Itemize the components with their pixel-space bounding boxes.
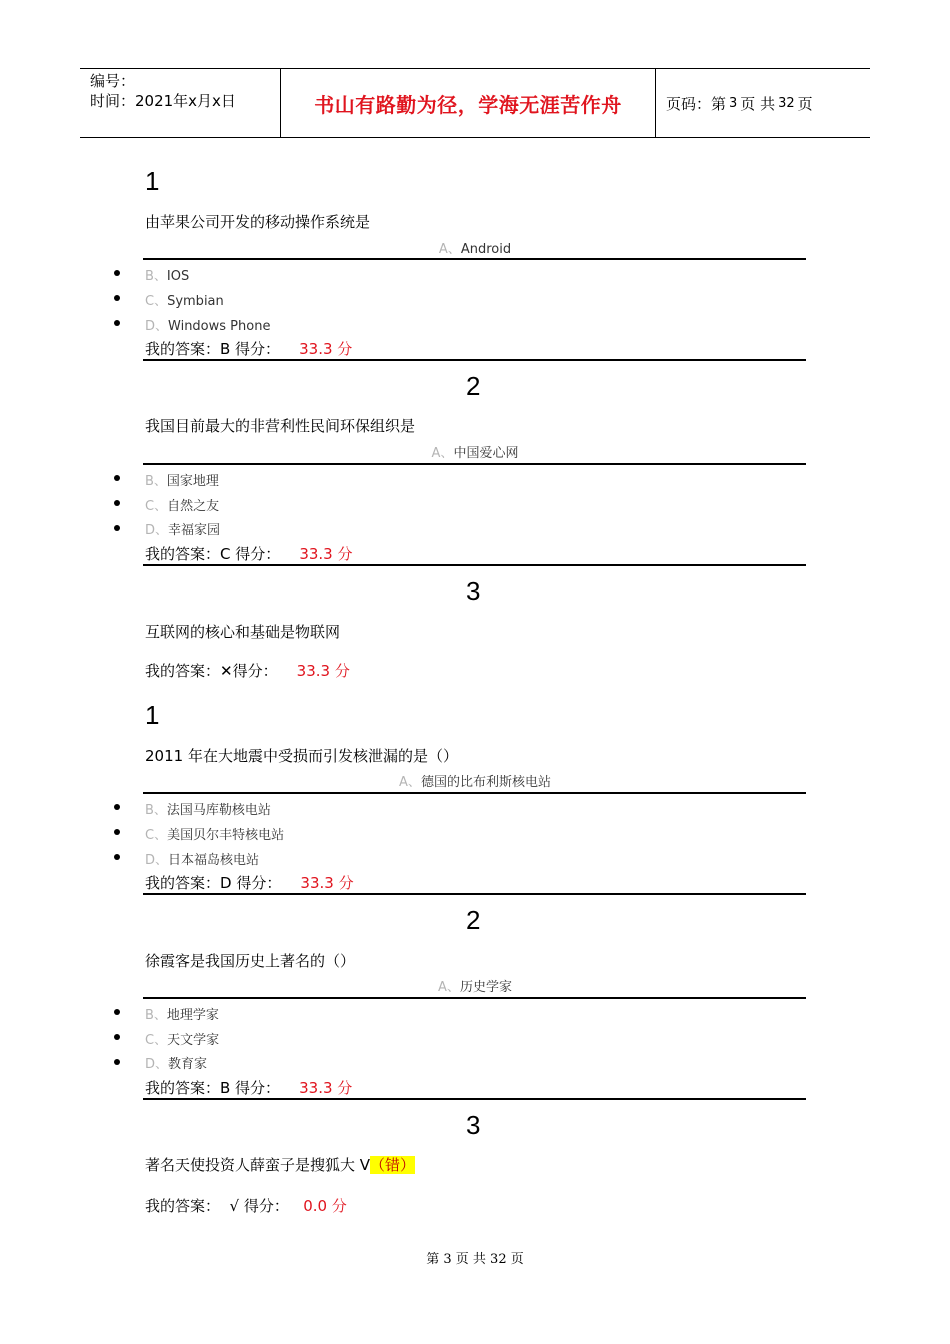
option-text: 国家地理 (166, 474, 219, 489)
option-letter: A、 (438, 980, 460, 995)
score: 33.3 分 (296, 662, 350, 680)
page-header (80, 68, 870, 138)
time-line: 时间：2021年x月x日 (90, 92, 236, 110)
option-letter: B、 (145, 269, 167, 284)
question-text (145, 1154, 415, 1175)
option-text: 日本福岛核电站 (168, 853, 260, 868)
option-c[interactable] (145, 495, 219, 514)
answer-label: 我的答案：B 得分： (145, 340, 281, 358)
question-text: 由苹果公司开发的移动操作系统是 (145, 213, 371, 231)
answer-label: 我的答案：B 得分： (145, 1079, 281, 1097)
page-footer: 第 3 页 共 32 页 (426, 1252, 524, 1267)
option-a[interactable] (0, 771, 950, 790)
my-answer (145, 1195, 347, 1216)
option-text: 法国马库勒核电站 (166, 803, 271, 818)
header-page-info (656, 69, 870, 137)
bullet (114, 1059, 120, 1065)
option-letter: A、 (438, 242, 461, 257)
bullet (114, 1009, 120, 1015)
page-mid: 页 共 (740, 94, 776, 113)
highlight-note: （错） (370, 1156, 416, 1174)
option-b[interactable] (145, 799, 271, 818)
number-label: 编号： (90, 72, 136, 90)
bullet (114, 525, 120, 531)
score: 33.3 分 (299, 340, 353, 358)
option-text: Symbian (167, 294, 224, 309)
option-b[interactable] (145, 470, 219, 489)
option-c[interactable] (145, 290, 224, 309)
divider (143, 792, 806, 794)
answer-label: 我的答案：D 得分： (145, 874, 282, 892)
bullet (114, 295, 120, 301)
divider (143, 893, 806, 895)
option-text: Android (460, 242, 512, 257)
bullet (114, 1034, 120, 1040)
option-text: 自然之友 (167, 499, 220, 514)
my-answer (145, 543, 353, 564)
option-letter: C、 (145, 294, 168, 309)
question-number: 1 (145, 700, 160, 730)
option-letter: D、 (145, 523, 169, 538)
header-motto: 书山有路勤为径，学海无涯苦作舟 (280, 69, 656, 137)
bullet (114, 500, 120, 506)
option-text: 中国爱心网 (453, 446, 519, 461)
option-c[interactable] (145, 1029, 219, 1048)
answer-label: 我的答案：✕得分： (145, 662, 278, 680)
option-d[interactable] (145, 315, 270, 334)
option-letter: A、 (399, 775, 421, 790)
bullet (114, 475, 120, 481)
bullet (114, 320, 120, 326)
score: 0.0 分 (303, 1197, 347, 1215)
question-text: 互联网的核心和基础是物联网 (145, 623, 341, 641)
option-text: 幸福家园 (168, 523, 221, 538)
score: 33.3 分 (299, 545, 353, 563)
my-answer (145, 660, 350, 681)
divider (143, 463, 806, 465)
option-text: 美国贝尔丰特核电站 (167, 828, 285, 843)
option-a[interactable] (0, 976, 950, 995)
bullet (114, 804, 120, 810)
question-number: 3 (466, 576, 481, 606)
divider (143, 564, 806, 566)
option-text: 地理学家 (166, 1008, 219, 1023)
header-meta (80, 69, 280, 137)
question-number: 1 (145, 166, 160, 196)
option-text: 德国的比布利斯核电站 (420, 775, 551, 790)
divider (143, 1098, 806, 1100)
option-a[interactable] (0, 238, 950, 257)
option-letter: C、 (145, 828, 168, 843)
option-a[interactable] (0, 442, 950, 461)
option-letter: B、 (145, 803, 167, 818)
question-body: 著名天使投资人薛蛮子是搜狐大 V (145, 1156, 371, 1174)
option-d[interactable] (145, 849, 259, 868)
option-text: Windows Phone (168, 319, 271, 334)
page-prefix: 页码：第 (666, 94, 727, 113)
question-text: 我国目前最大的非营利性民间环保组织是 (145, 417, 416, 435)
bullet (114, 854, 120, 860)
option-text: IOS (166, 269, 190, 284)
score: 33.3 分 (300, 874, 354, 892)
question-number: 2 (466, 905, 481, 935)
page-total: 32 (778, 95, 795, 111)
bullet (114, 270, 120, 276)
option-letter: D、 (145, 853, 169, 868)
option-d[interactable] (145, 519, 220, 538)
option-d[interactable] (145, 1053, 207, 1072)
option-letter: D、 (145, 319, 169, 334)
my-answer (145, 872, 354, 893)
divider (143, 258, 806, 260)
option-letter: B、 (145, 1008, 167, 1023)
option-letter: D、 (145, 1057, 169, 1072)
divider (143, 359, 806, 361)
question-text: 徐霞客是我国历史上著名的（） (145, 952, 356, 970)
option-b[interactable] (145, 1004, 219, 1023)
answer-label: 我的答案：C 得分： (145, 545, 281, 563)
divider (143, 997, 806, 999)
option-letter: C、 (145, 499, 168, 514)
page-suffix: 页 (797, 94, 813, 113)
option-c[interactable] (145, 824, 284, 843)
score: 33.3 分 (299, 1079, 353, 1097)
option-b[interactable] (145, 265, 189, 284)
option-letter: C、 (145, 1033, 168, 1048)
option-text: 历史学家 (459, 980, 512, 995)
option-letter: B、 (145, 474, 167, 489)
answer-label: 我的答案： √ 得分： (145, 1197, 289, 1215)
my-answer (145, 1077, 352, 1098)
question-number: 2 (466, 371, 481, 401)
bullet (114, 829, 120, 835)
option-text: 天文学家 (167, 1033, 220, 1048)
question-number: 3 (466, 1110, 481, 1140)
option-text: 教育家 (168, 1057, 208, 1072)
my-answer (145, 338, 352, 359)
page-number: 3 (729, 95, 738, 111)
option-letter: A、 (431, 446, 454, 461)
question-text: 2011 年在大地震中受损而引发核泄漏的是（） (145, 747, 458, 765)
